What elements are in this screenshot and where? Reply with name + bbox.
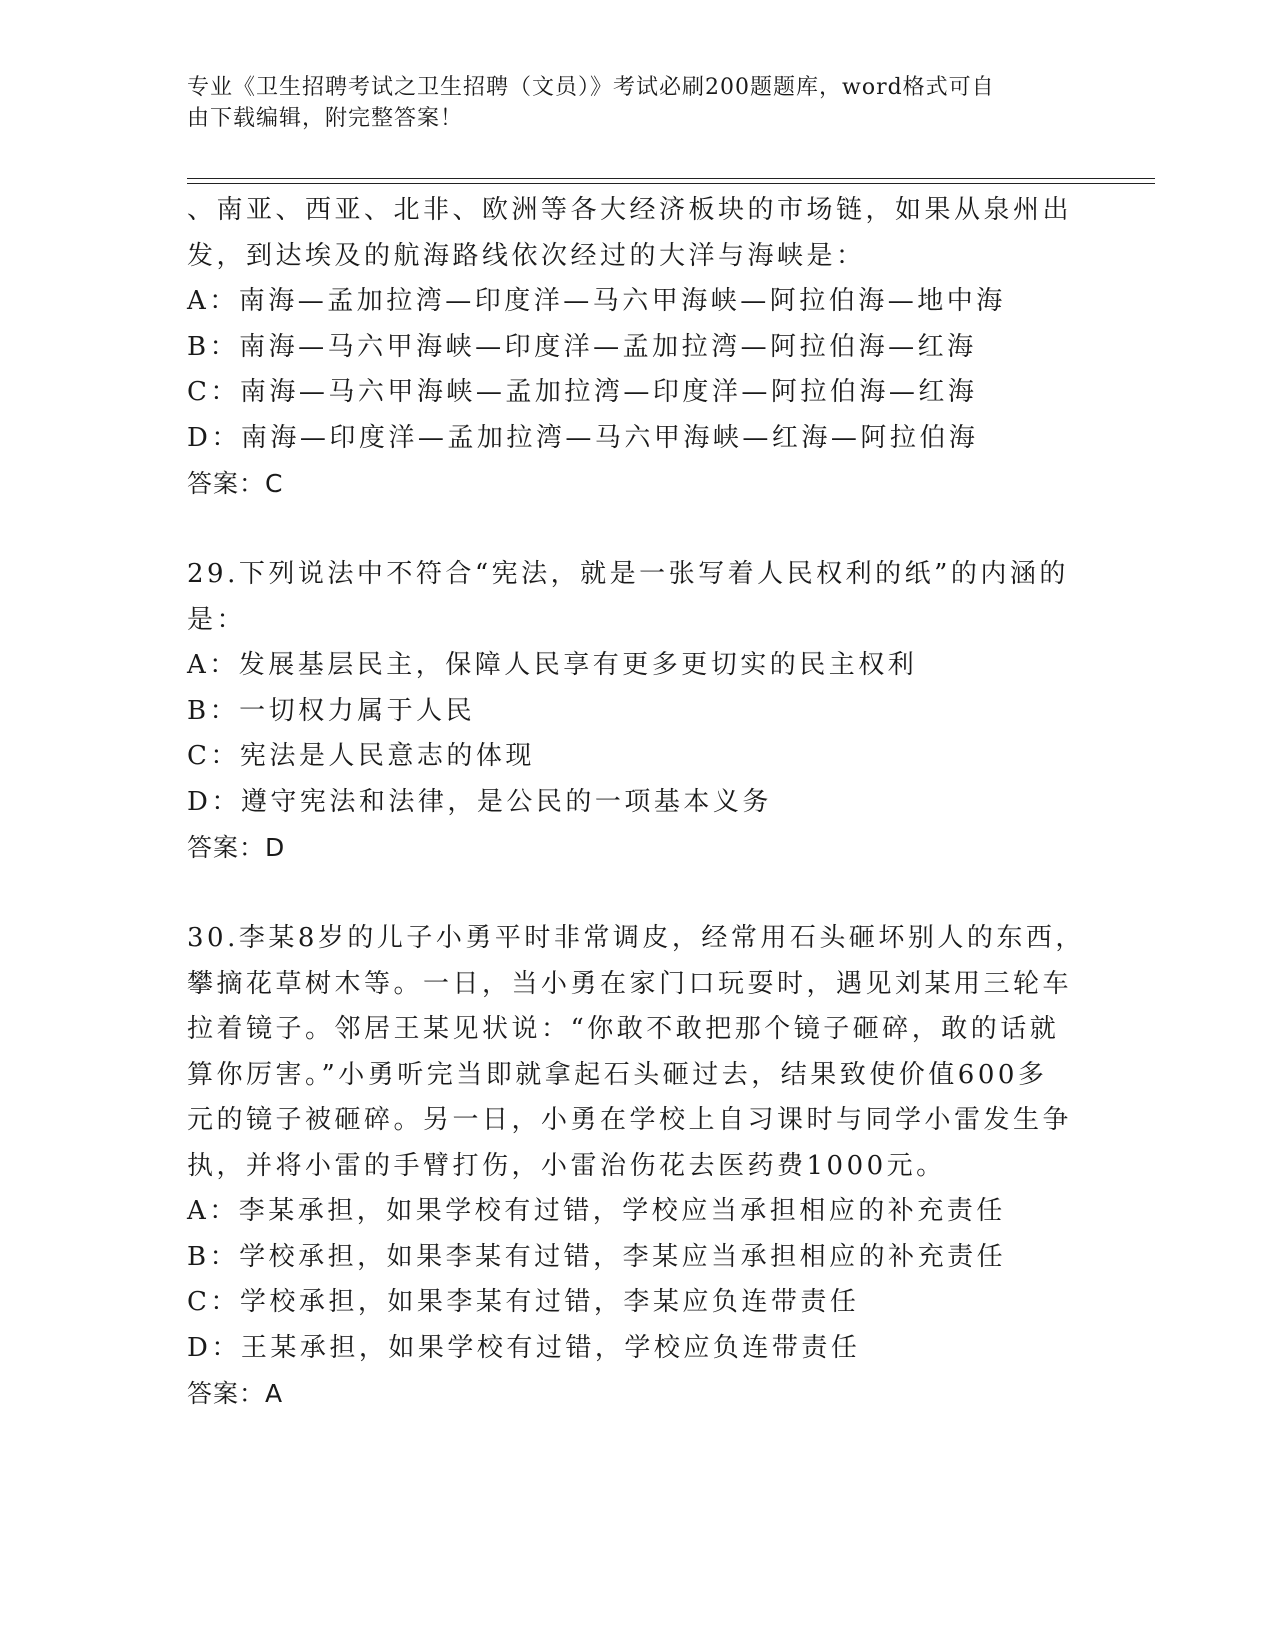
question-stem-line: 执，并将小雷的手臂打伤，小雷治伤花去医药费1000元。 — [187, 1150, 946, 1181]
option-c: C：学校承担，如果李某有过错，李某应负连带责任 — [187, 1287, 860, 1317]
question-list — [187, 188, 1087, 1417]
question-stem-line: 攀摘花草树木等。一日，当小勇在家门口玩耍时，遇见刘某用三轮车 — [187, 968, 1073, 999]
header-divider-bottom — [187, 183, 1155, 184]
question-28 — [187, 188, 1087, 507]
question-29 — [187, 552, 1087, 871]
option-b: B：学校承担，如果李某有过错，李某应当承担相应的补充责任 — [187, 1241, 1007, 1272]
question-stem-line: 、南亚、西亚、北非、欧洲等各大经济板块的市场链，如果从泉州出 — [187, 195, 1073, 225]
option-c: C：南海—马六甲海峡—孟加拉湾—印度洋—阿拉伯海—红海 — [187, 377, 978, 407]
question-stem-line: 29.下列说法中不符合“宪法，就是一张写着人民权利的纸”的内涵的 — [187, 559, 1069, 589]
header-title-line-1: 专业《卫生招聘考试之卫生招聘（文员）》考试必刷200题题库，word格式可自 — [187, 75, 995, 100]
answer-label: 答案：A — [187, 1379, 284, 1408]
question-stem-line: 是： — [187, 604, 247, 635]
header-title-line-2: 由下载编辑，附完整答案！ — [187, 106, 464, 131]
option-b: B：一切权力属于人民 — [187, 695, 476, 726]
option-d: D：王某承担，如果学校有过错，学校应负连带责任 — [187, 1332, 861, 1363]
answer-label: 答案：C — [187, 469, 284, 498]
document-header — [187, 72, 1067, 134]
answer-label: 答案：D — [187, 833, 286, 862]
option-b: B：南海—马六甲海峡—印度洋—孟加拉湾—阿拉伯海—红海 — [187, 331, 977, 362]
option-a: A：南海—孟加拉湾—印度洋—马六甲海峡—阿拉伯海—地中海 — [187, 286, 1006, 316]
question-stem-line: 拉着镜子。邻居王某见状说：“你敢不敢把那个镜子砸碎，敢的话就 — [187, 1014, 1060, 1044]
question-stem-line: 30.李某8岁的儿子小勇平时非常调皮，经常用石头砸坏别人的东西， — [187, 923, 1085, 953]
option-d: D：遵守宪法和法律，是公民的一项基本义务 — [187, 786, 772, 817]
spacer — [187, 507, 1087, 553]
question-30 — [187, 916, 1087, 1417]
option-d: D：南海—印度洋—孟加拉湾—马六甲海峡—红海—阿拉伯海 — [187, 422, 979, 453]
option-a: A：发展基层民主，保障人民享有更多更切实的民主权利 — [187, 650, 918, 680]
spacer — [187, 871, 1087, 917]
question-stem-line: 元的镜子被砸碎。另一日，小勇在学校上自习课时与同学小雷发生争 — [187, 1105, 1073, 1135]
option-c: C：宪法是人民意志的体现 — [187, 741, 535, 771]
question-stem-line: 算你厉害。”小勇听完当即就拿起石头砸过去，结果致使价值600多 — [187, 1059, 1048, 1090]
header-divider-top — [187, 178, 1155, 179]
option-a: A：李某承担，如果学校有过错，学校应当承担相应的补充责任 — [187, 1196, 1006, 1226]
question-stem-line: 发，到达埃及的航海路线依次经过的大洋与海峡是： — [187, 240, 866, 271]
